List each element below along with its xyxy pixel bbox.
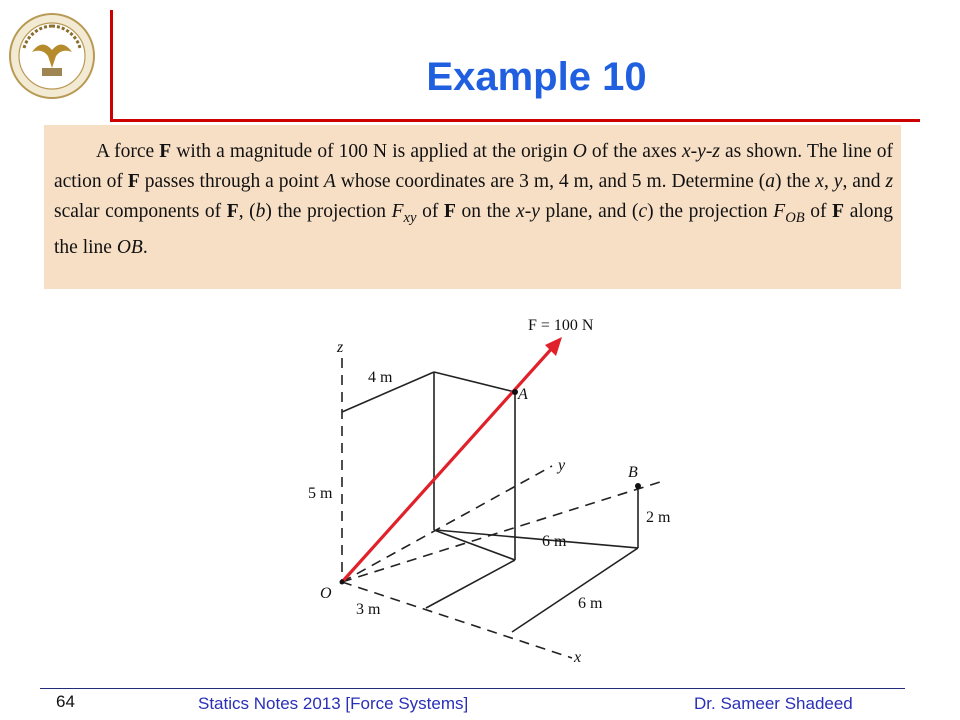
- problem-text-segment: z: [712, 141, 720, 162]
- y-axis-label: y: [558, 457, 566, 474]
- problem-text-segment: as shown. The line of action of: [54, 141, 893, 192]
- point-b-label: B: [628, 464, 638, 481]
- problem-text-segment: x: [516, 201, 525, 222]
- problem-text-segment: x: [815, 171, 824, 192]
- problem-text-segment: -: [705, 141, 713, 162]
- problem-text-segment: F: [159, 141, 172, 162]
- problem-text-segment: x: [682, 141, 691, 162]
- problem-text-segment: y: [697, 141, 706, 162]
- dim-5m-label: 5 m: [308, 485, 333, 502]
- problem-text-segment: ) the: [775, 171, 816, 192]
- problem-text-segment: F: [127, 171, 140, 192]
- dim-2m-label: 2 m: [646, 509, 671, 526]
- problem-text-segment: A: [323, 171, 336, 192]
- problem-text-segment: y: [531, 201, 540, 222]
- x-axis-label: x: [574, 649, 582, 666]
- dim-4m-label: 4 m: [368, 369, 393, 386]
- z-axis-label: z: [337, 339, 344, 356]
- x-axis-line: [342, 582, 572, 658]
- problem-text-segment: -: [690, 141, 698, 162]
- problem-text-segment: z: [885, 171, 894, 192]
- footer-author: Dr. Sameer Shadeed: [694, 694, 853, 713]
- accent-horizontal-rule: [110, 119, 920, 122]
- university-logo: [8, 12, 96, 100]
- problem-statement: [54, 137, 893, 263]
- dim-6m-inner-label: 6 m: [542, 533, 567, 550]
- y-axis-line: [342, 466, 552, 582]
- problem-text-segment: with a magnitude of 100 N is applied at the origin: [171, 141, 573, 162]
- origin-label: O: [320, 585, 332, 602]
- problem-text-segment: OB: [785, 209, 805, 226]
- dim-6m-outer-label: 6 m: [578, 595, 603, 612]
- problem-text-segment: y: [833, 171, 843, 192]
- problem-text-segment: .: [142, 236, 148, 258]
- problem-text-segment: F: [226, 201, 239, 222]
- problem-text-segment: of: [416, 201, 444, 222]
- problem-text-segment: , and: [842, 171, 886, 192]
- footer-course-title: Statics Notes 2013 [Force Systems]: [198, 694, 469, 713]
- problem-text-segment: passes through a point: [139, 171, 324, 192]
- problem-text-segment: ,: [823, 171, 834, 192]
- problem-text: [54, 141, 893, 258]
- problem-text-segment: on the: [455, 201, 517, 222]
- problem-text-segment: along the line: [54, 201, 894, 258]
- problem-text-segment: A force: [96, 141, 160, 162]
- problem-text-segment: O: [572, 141, 587, 162]
- problem-text-segment: , (: [238, 201, 256, 222]
- footer-rule: [40, 688, 905, 689]
- problem-text-segment: plane, and (: [539, 201, 639, 222]
- problem-text-segment: a: [765, 171, 776, 192]
- problem-text-segment: ) the projection: [647, 201, 774, 222]
- problem-text-segment: of the axes: [586, 141, 682, 162]
- point-a-label: A: [518, 386, 528, 403]
- problem-text-segment: xy: [403, 209, 417, 226]
- origin-dot: [340, 580, 345, 585]
- force-diagram: [290, 305, 671, 677]
- slide-title: Example 10: [426, 55, 647, 99]
- problem-text-segment: c: [638, 201, 648, 222]
- problem-text-segment: F: [773, 201, 786, 222]
- problem-text-segment: F: [832, 201, 845, 222]
- problem-text-segment: F: [391, 201, 404, 222]
- page-number: 64: [56, 692, 75, 711]
- dim-3m-label: 3 m: [356, 601, 381, 618]
- problem-statement-box: [44, 125, 901, 289]
- problem-text-segment: -: [524, 201, 532, 222]
- problem-text-segment: b: [255, 201, 266, 222]
- problem-text-segment: ) the projection: [265, 201, 392, 222]
- problem-text-segment: F: [443, 201, 456, 222]
- problem-text-segment: scalar components of: [54, 201, 227, 222]
- force-label: F = 100 N: [528, 317, 594, 334]
- point-b-dot: [635, 483, 641, 489]
- problem-text-segment: whose coordinates are 3 m, 4 m, and 5 m. Determine (: [335, 171, 766, 192]
- problem-text-segment: of: [804, 201, 833, 222]
- problem-text-segment: OB: [116, 236, 143, 258]
